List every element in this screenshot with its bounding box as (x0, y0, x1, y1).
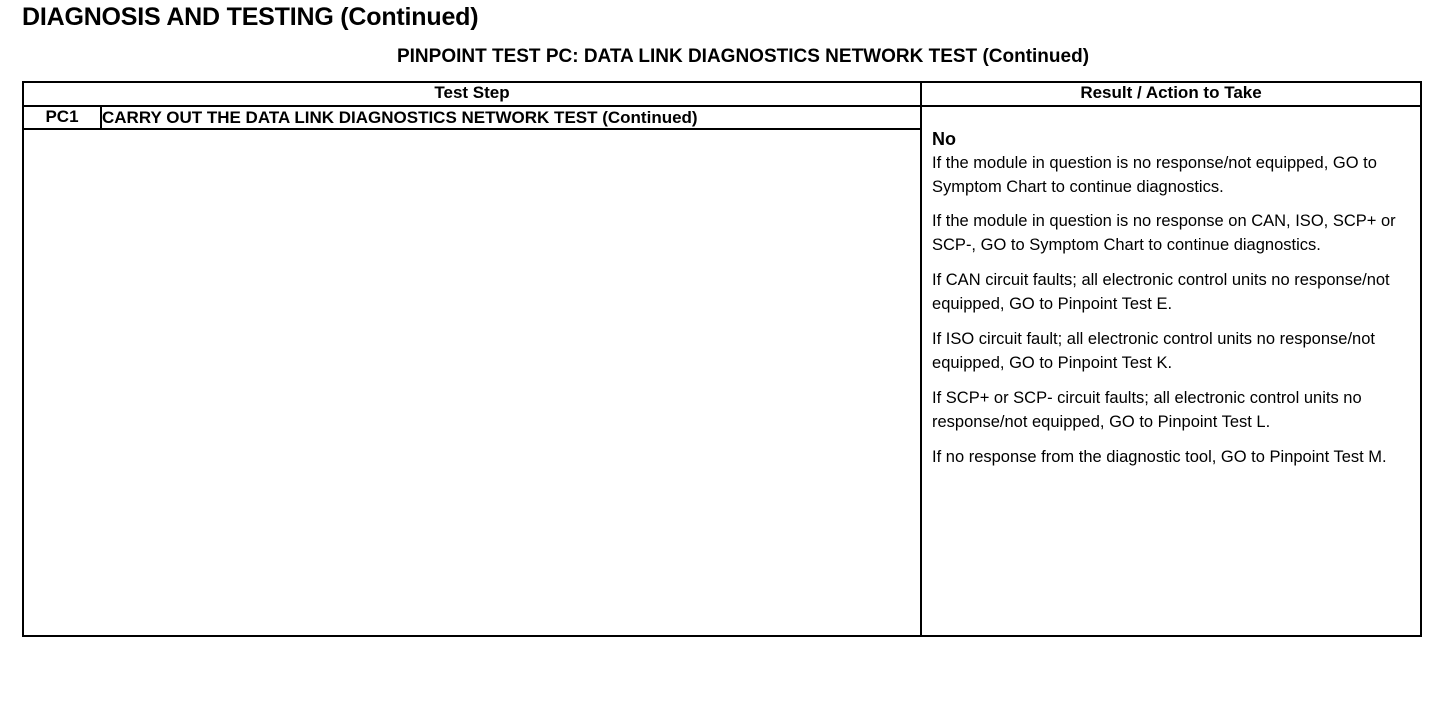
pinpoint-test-table (22, 81, 1422, 637)
step-id-pc1: PC1 (23, 106, 101, 129)
result-paragraph-3: If CAN circuit faults; all electronic control units no response/not equipped, GO to Pinpoint Test E. (932, 271, 1390, 314)
result-paragraph-1: If the module in question is no response/not equipped, GO to Symptom Chart to continue diagnostics. (932, 153, 1377, 196)
table-header-row (23, 82, 1421, 106)
step-description: CARRY OUT THE DATA LINK DIAGNOSTICS NETWORK TEST (Continued) (101, 106, 921, 129)
result-paragraph-6: If no response from the diagnostic tool, GO to Pinpoint Test M. (932, 447, 1387, 466)
result-paragraph-4: If ISO circuit fault; all electronic control units no response/not equipped, GO to Pinpoint Test K. (932, 330, 1375, 373)
blank-step-cell (23, 129, 921, 636)
column-header-test-step: Test Step (23, 82, 921, 106)
column-header-result-action: Result / Action to Take (921, 82, 1421, 106)
result-paragraph-5: If SCP+ or SCP- circuit faults; all electronic control units no response/not equipped, GO to Pinpoint Test L. (932, 388, 1362, 431)
document-page (0, 3, 1456, 723)
section-title: PINPOINT TEST PC: DATA LINK DIAGNOSTICS NETWORK TEST (Continued) (396, 46, 1090, 67)
result-paragraph-2: If the module in question is no response on CAN, ISO, SCP+ or SCP-, GO to Symptom Chart to continue diagnostics. (932, 212, 1396, 255)
result-heading-no: No (932, 129, 957, 149)
result-action-cell (921, 106, 1421, 636)
table-row (23, 106, 1421, 129)
page-title: DIAGNOSIS AND TESTING (Continued) (22, 3, 479, 31)
